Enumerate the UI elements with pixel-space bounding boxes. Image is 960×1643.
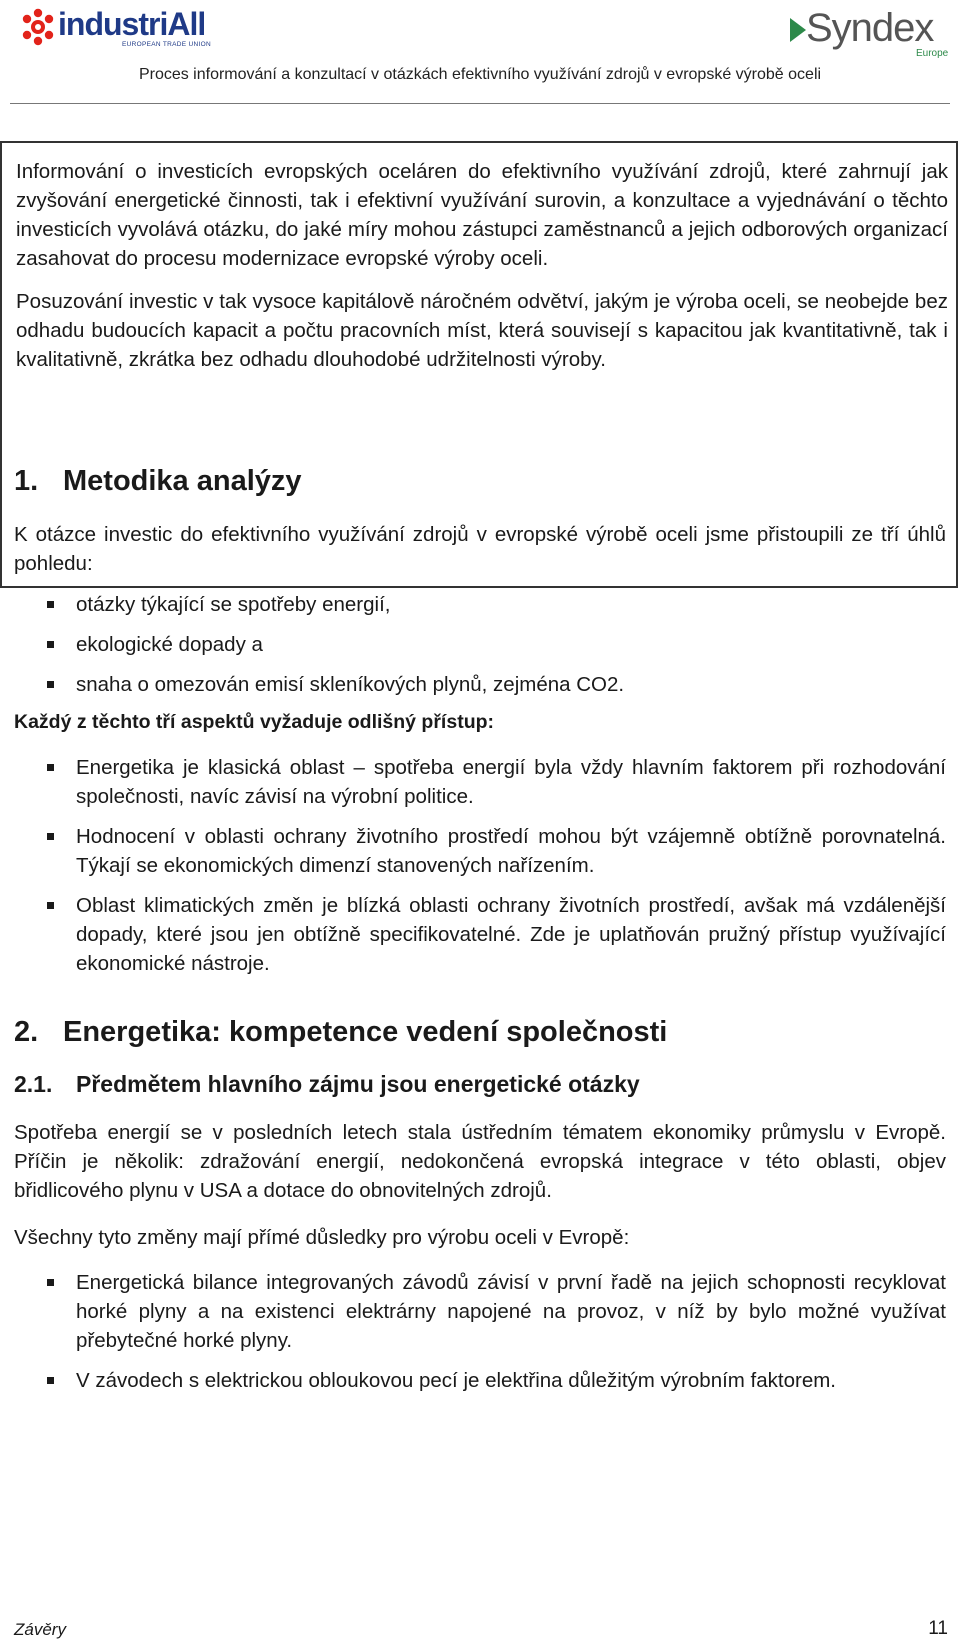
list-item: Oblast klimatických změn je blízká oblasti ochrany životních prostředí, avšak má vzdálenější dopady, které jsou jen obtížně specifikovatelné. Zde je uplatňován pružný přístup využívající ekonomické nástroje. [14, 891, 946, 978]
industriall-logo-subtitle: EUROPEAN TRADE UNION [122, 41, 211, 48]
header-divider [10, 103, 950, 104]
industriall-emblem-icon [20, 8, 56, 46]
section-1-heading [14, 465, 946, 498]
syndex-arrow-icon [790, 18, 806, 42]
section-2 [14, 1016, 946, 1395]
section-2-number: 2. [14, 1016, 39, 1048]
section-1-number: 1. [14, 465, 39, 497]
list-item: Energetická bilance integrovaných závodů závisí v první řadě na jejich schopnosti recyklovat horké plyny a na existenci elektrárny napojené na provoz, v níž by bylo možné využívat přebytečné horké plyny. [14, 1268, 946, 1355]
section-1-title: Metodika analýzy [63, 465, 302, 497]
industriall-logo-text: industriAll [58, 6, 206, 42]
section-2-heading [14, 1016, 946, 1049]
list-item: V závodech s elektrickou obloukovou pecí je elektřina důležitým výrobním faktorem. [14, 1366, 946, 1395]
list-item: Energetika je klasická oblast – spotřeba energií byla vždy hlavním faktorem při rozhodování společnosti, navíc závisí na výrobní politice. [14, 753, 946, 811]
section-1 [14, 465, 946, 978]
footer-chapter-label: Závěry [14, 1620, 66, 1639]
page-header [0, 0, 960, 105]
document-running-title: Proces informování a konzultací v otázkách efektivního využívání zdrojů v evropské výrobě oceli [138, 66, 822, 83]
section-1-approach-list [14, 753, 946, 978]
intro-box-content [16, 157, 948, 374]
section-2-paragraph-2: Všechny tyto změny mají přímé důsledky pro výrobu oceli v Evropě: [14, 1226, 630, 1249]
syndex-logo [788, 6, 948, 60]
list-item: ekologické dopady a [14, 630, 946, 659]
list-item: Hodnocení v oblasti ochrany životního prostředí mohou být vzájemně obtížně porovnatelná. Týkají se ekonomických dimenzí stanovených nařízením. [14, 822, 946, 880]
subsection-2-1-heading [14, 1071, 946, 1098]
list-item: snaha o omezován emisí skleníkových plynů, zejména CO2. [14, 670, 946, 699]
page-number: 11 [928, 1618, 948, 1639]
section-2-consequence-list [14, 1268, 946, 1395]
intro-paragraph-1: Informování o investicích evropských oceláren do efektivního využívání zdrojů, které zahrnují jak zvyšování energetické činnosti, tak i efektivní využívání surovin, a konzultace a vyjednávání o těchto investicích vyvolává otázku, do jaké míry mohou zástupci zaměstnanců a jejich odborových organizací zasahovat do procesu modernizace evropské výroby oceli. [16, 160, 948, 270]
syndex-logo-text: Syndex [806, 6, 934, 50]
subsection-2-1-title: Předmětem hlavního zájmu jsou energetické otázky [76, 1071, 640, 1097]
subsection-2-1-number: 2.1. [14, 1071, 53, 1097]
section-2-title: Energetika: kompetence vedení společnosti [63, 1016, 668, 1048]
intro-paragraph-2: Posuzování investic v tak vysoce kapitálově náročném odvětví, jakým je výroba oceli, se neobejde bez odhadu budoucích kapacit a počtu pracovních míst, která souvisejí s kapacitou jak kvantitativně, tak i kvalitativně, zkrátka bez odhadu dlouhodobé udržitelnosti výroby. [16, 290, 948, 371]
section-2-paragraph-1: Spotřeba energií se v posledních letech stala ústředním tématem ekonomiky průmyslu v Evropě. Příčin je několik: zdražování energií, nedokončená evropská integrace v této oblasti, objev břidlicového plynu v USA a dotace do obnovitelných zdrojů. [14, 1121, 946, 1202]
industriall-logo [20, 6, 220, 50]
section-1-bold-statement: Každý z těchto tří aspektů vyžaduje odlišný přístup: [14, 711, 495, 733]
list-item: otázky týkající se spotřeby energií, [14, 590, 946, 619]
syndex-logo-subtitle: Europe [916, 48, 949, 59]
section-1-intro: K otázce investic do efektivního využívání zdrojů v evropské výrobě oceli jsme přistoupili ze tří úhlů pohledu: [14, 523, 946, 575]
section-1-aspect-list [14, 590, 946, 699]
